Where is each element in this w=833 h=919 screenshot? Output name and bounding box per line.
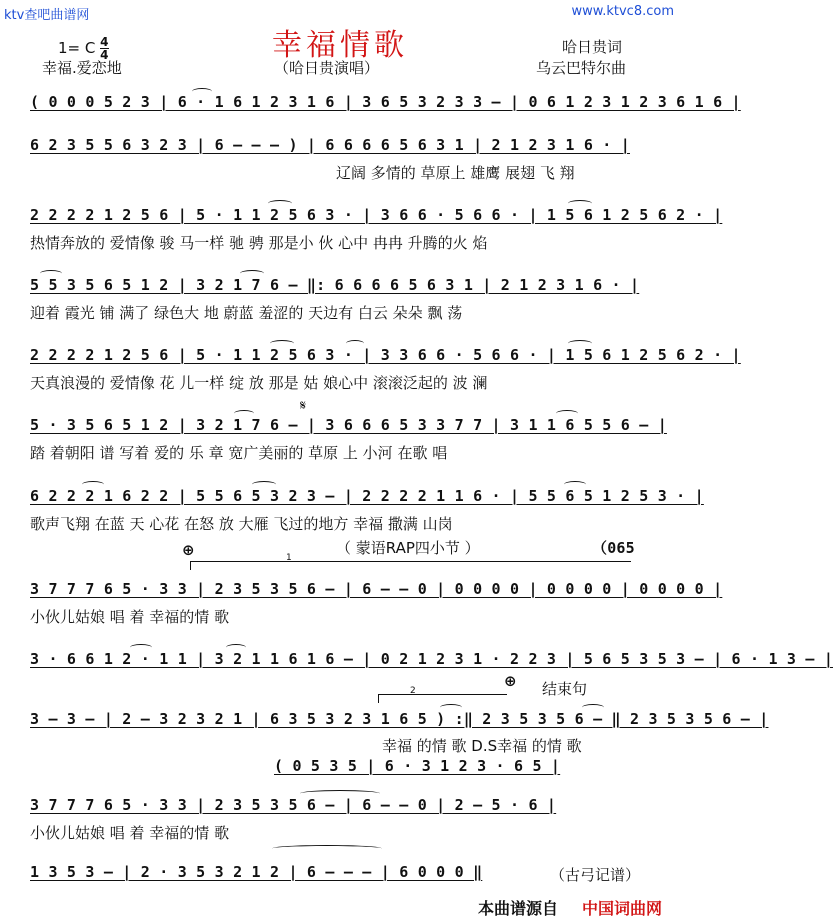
notation-row-11: ( 0 5 3 5 | 6 · 3 1 2 3 · 6 5 | xyxy=(274,757,561,775)
slur xyxy=(272,845,382,852)
notation-row-4: 5 5 3 5 6 5 1 2 | 3 2 1 7 6 – ‖: 6 6 6 6 5 6 3 1 | 2 1 2 3 1 6 · | xyxy=(30,276,640,294)
time-top: 4 xyxy=(100,35,109,49)
notation-row-7: 6 2 2 2 1 6 2 2 | 5 5 6 5 3 2 3 – | 2 2 2 2 1 1 6 · | 5 5 6 5 1 2 5 3 · | xyxy=(30,487,704,505)
notation-row-3: 2 2 2 2 1 2 5 6 | 5 · 1 1 2 5 6 3 · | 3 6 6 · 5 6 6 · | 1 5 6 1 2 5 6 2 · | xyxy=(30,206,723,224)
lyrics-row-10: 幸福 的情 歌 D.S幸福 的情 歌 xyxy=(382,737,582,755)
song-title: 幸福情歌 xyxy=(272,28,408,63)
slur xyxy=(234,410,254,417)
key-label: 1= C xyxy=(58,39,96,57)
notation-row-13: 1 3 5 3 – | 2 · 3 5 3 2 1 2 | 6 – – – | 6 0 0 0 ‖ xyxy=(30,863,483,881)
notation-row-1: ( 0 0 0 5 2 3 | 6 · 1 6 1 2 3 1 6 | 3 6 5 3 2 3 3 – | 0 6 1 2 3 1 2 3 6 1 6 | xyxy=(30,93,741,111)
coda-sign-1: ⊕ xyxy=(182,541,195,559)
slur xyxy=(300,790,380,797)
footer-site-link[interactable]: 中国词曲网 xyxy=(582,899,663,918)
slur xyxy=(440,704,462,711)
slur xyxy=(568,200,592,207)
notation-row-12: 3 7 7 7 6 5 · 3 3 | 2 3 5 3 5 6 – | 6 – – 0 | 2 – 5 · 6 | xyxy=(30,796,557,814)
lyrics-row-4: 迎着 霞光 铺 满了 绿色大 地 蔚蓝 羞涩的 天边有 白云 朵朵 飘 荡 xyxy=(30,304,463,322)
notation-row-8: 3 7 7 7 6 5 · 3 3 | 2 3 5 3 5 6 – | 6 – – 0 | 0 0 0 0 | 0 0 0 0 | 0 0 0 0 | xyxy=(30,580,723,598)
slur xyxy=(226,644,246,651)
slur xyxy=(270,340,294,347)
volta-bracket-1 xyxy=(190,561,631,570)
slur xyxy=(192,88,212,95)
slur xyxy=(568,340,592,347)
ending-label: 结束句 xyxy=(542,680,588,698)
coda-sign-2: ⊕ xyxy=(504,672,517,690)
footer-source-label: 本曲谱源自 xyxy=(478,899,559,918)
slur xyxy=(40,270,62,277)
slur xyxy=(268,200,292,207)
slur xyxy=(564,481,586,488)
lyrics-row-12: 小伙儿姑娘 唱 着 幸福的情 歌 xyxy=(30,824,230,842)
lyrics-row-8: 小伙儿姑娘 唱 着 幸福的情 歌 xyxy=(30,608,230,626)
segno-sign: 𝄋 xyxy=(300,398,307,414)
slur xyxy=(130,644,152,651)
notation-row-6: 5 · 3 5 6 5 1 2 | 3 2 1 7 6 – | 3 6 6 6 5 3 3 7 7 | 3 1 1 6 5 5 6 – | xyxy=(30,416,667,434)
rap-pickup: （065 xyxy=(592,539,635,557)
mood-marking: 幸福.爱恋地 xyxy=(42,59,122,77)
recorder-credit: （古弓记谱） xyxy=(550,866,641,884)
slur xyxy=(240,270,264,277)
notation-row-10: 3 – 3 – | 2 – 3 2 3 2 1 | 6 3 5 3 2 3 1 6 5 ) :‖ 2 3 5 3 5 6 – ‖ 2 3 5 3 5 6 – | xyxy=(30,710,769,728)
performer: （哈日贵演唱） xyxy=(274,59,380,77)
lyrics-row-5: 天真浪漫的 爱情像 花 儿一样 绽 放 那是 姑 娘心中 滚滚泛起的 波 澜 xyxy=(30,374,488,392)
notation-row-5: 2 2 2 2 1 2 5 6 | 5 · 1 1 2 5 6 3 · | 3 3 6 6 · 5 6 6 · | 1 5 6 1 2 5 6 2 · | xyxy=(30,346,741,364)
rap-note: （ 蒙语RAP四小节 ） xyxy=(336,539,480,557)
slur xyxy=(346,340,364,347)
volta-bracket-2 xyxy=(378,694,507,703)
volta-number-1: 1 xyxy=(286,553,292,563)
lyrics-row-2: 辽阔 多情的 草原上 雄鹰 展翅 飞 翔 xyxy=(336,164,575,182)
notation-row-9: 3 · 6 6 1 2 · 1 1 | 3 2 1 1 6 1 6 – | 0 2 1 2 3 1 · 2 2 3 | 5 6 5 3 5 3 – | 6 · 1 3 – | xyxy=(30,650,833,668)
slur xyxy=(252,481,276,488)
slur xyxy=(82,481,104,488)
watermark-top-right: www.ktvc8.com xyxy=(571,4,674,19)
slur xyxy=(582,704,604,711)
watermark-top-left: ktv查吧曲谱网 xyxy=(4,8,90,23)
lyricist: 哈日贵词 xyxy=(562,38,623,56)
volta-number-2: 2 xyxy=(410,686,416,696)
lyrics-row-3: 热情奔放的 爱情像 骏 马一样 驰 骋 那是小 伙 心中 冉冉 升腾的火 焰 xyxy=(30,234,488,252)
composer: 乌云巴特尔曲 xyxy=(536,59,627,77)
time-bottom: 4 xyxy=(100,48,109,62)
notation-row-2: 6 2 3 5 5 6 3 2 3 | 6 – – – ) | 6 6 6 6 5 6 3 1 | 2 1 2 3 1 6 · | xyxy=(30,136,630,154)
slur xyxy=(556,410,578,417)
lyrics-row-6: 踏 着朝阳 谱 写着 爱的 乐 章 宽广美丽的 草原 上 小河 在歌 唱 xyxy=(30,444,448,462)
lyrics-row-7: 歌声飞翔 在蓝 天 心花 在怒 放 大雁 飞过的地方 幸福 撒满 山岗 xyxy=(30,515,453,533)
